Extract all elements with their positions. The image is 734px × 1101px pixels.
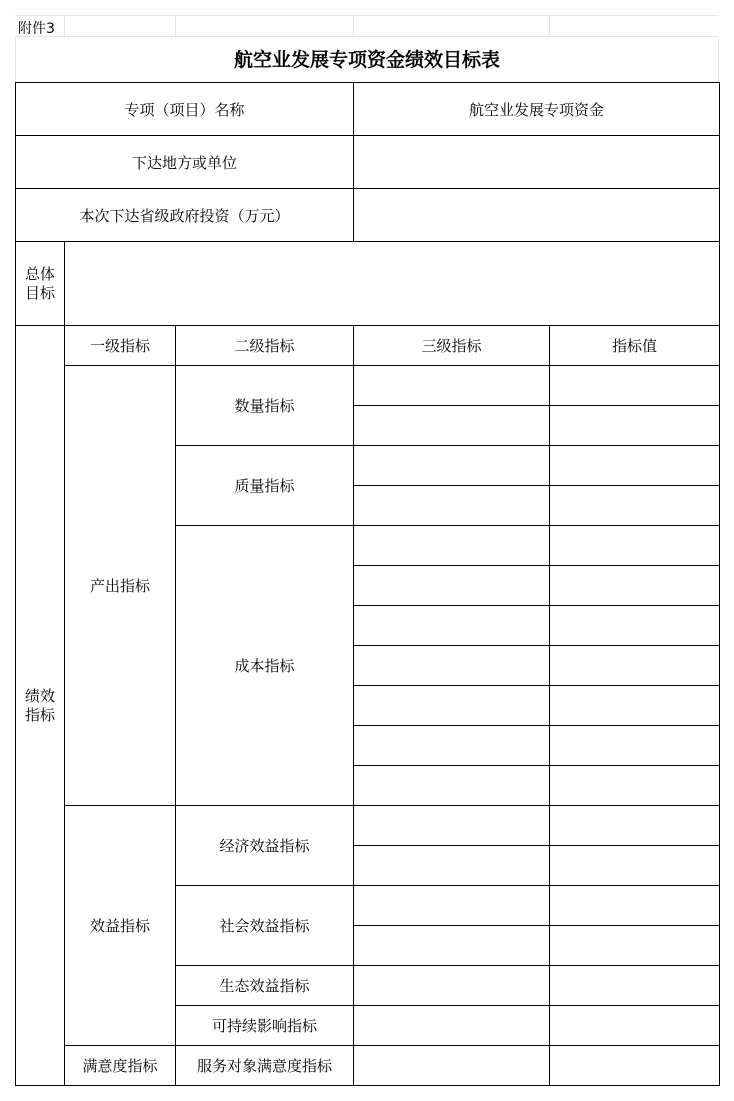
level3-indicator-cell[interactable] <box>354 926 550 966</box>
level3-indicator-cell[interactable] <box>354 606 550 646</box>
level3-indicator-cell[interactable] <box>354 566 550 606</box>
performance-goal-table <box>15 82 720 1086</box>
indicator-value-cell[interactable] <box>550 526 720 566</box>
attachment-label: 附件3 <box>18 21 55 37</box>
level1-indicator: 效益指标 <box>65 806 176 1046</box>
level3-indicator-cell[interactable] <box>354 526 550 566</box>
level3-indicator-cell[interactable] <box>354 486 550 526</box>
indicator-value-cell[interactable] <box>550 646 720 686</box>
level3-indicator-cell[interactable] <box>354 406 550 446</box>
grid-line <box>64 16 65 36</box>
level3-indicator-cell[interactable] <box>354 846 550 886</box>
overall-goal-row <box>16 242 720 326</box>
grid-line <box>549 16 550 36</box>
level3-indicator-cell[interactable] <box>354 806 550 846</box>
investment-label: 本次下达省级政府投资（万元） <box>16 189 354 242</box>
indicator-value-cell[interactable] <box>550 726 720 766</box>
header-level2: 二级指标 <box>176 326 354 366</box>
indicator-header-row <box>16 326 720 366</box>
grid-line <box>175 16 176 36</box>
header-level1: 一级指标 <box>65 326 176 366</box>
level2-indicator: 数量指标 <box>176 366 354 446</box>
level1-indicator: 产出指标 <box>65 366 176 806</box>
recipient-value[interactable] <box>354 136 720 189</box>
header-value: 指标值 <box>550 326 720 366</box>
project-name-label: 专项（项目）名称 <box>16 83 354 136</box>
performance-indicator-label: 绩效 指标 <box>16 326 65 1086</box>
indicator-value-cell[interactable] <box>550 846 720 886</box>
level3-indicator-cell[interactable] <box>354 446 550 486</box>
indicator-value-cell[interactable] <box>550 366 720 406</box>
page-title: 航空业发展专项资金绩效目标表 <box>15 38 719 82</box>
indicator-value-cell[interactable] <box>550 1046 720 1086</box>
level3-indicator-cell[interactable] <box>354 1006 550 1046</box>
level2-indicator: 社会效益指标 <box>176 886 354 966</box>
level3-indicator-cell[interactable] <box>354 366 550 406</box>
level2-indicator: 质量指标 <box>176 446 354 526</box>
indicator-value-cell[interactable] <box>550 1006 720 1046</box>
project-name-value[interactable]: 航空业发展专项资金 <box>354 83 720 136</box>
level2-indicator: 生态效益指标 <box>176 966 354 1006</box>
indicator-value-cell[interactable] <box>550 806 720 846</box>
level3-indicator-cell[interactable] <box>354 886 550 926</box>
level3-indicator-cell[interactable] <box>354 1046 550 1086</box>
indicator-value-cell[interactable] <box>550 446 720 486</box>
info-row-investment <box>16 189 720 242</box>
indicator-value-cell[interactable] <box>550 566 720 606</box>
level3-indicator-cell[interactable] <box>354 726 550 766</box>
level3-indicator-cell[interactable] <box>354 766 550 806</box>
indicator-value-cell[interactable] <box>550 686 720 726</box>
grid-line <box>353 16 354 36</box>
indicator-row <box>16 366 720 406</box>
overall-goal-label: 总体 目标 <box>16 242 65 326</box>
indicator-value-cell[interactable] <box>550 406 720 446</box>
indicator-value-cell[interactable] <box>550 606 720 646</box>
indicator-row <box>16 1046 720 1086</box>
level2-indicator: 可持续影响指标 <box>176 1006 354 1046</box>
info-row-recipient <box>16 136 720 189</box>
level3-indicator-cell[interactable] <box>354 966 550 1006</box>
level2-indicator: 经济效益指标 <box>176 806 354 886</box>
header-level3: 三级指标 <box>354 326 550 366</box>
overall-goal-value[interactable] <box>65 242 720 326</box>
indicator-value-cell[interactable] <box>550 486 720 526</box>
level3-indicator-cell[interactable] <box>354 686 550 726</box>
recipient-label: 下达地方或单位 <box>16 136 354 189</box>
indicator-row <box>16 806 720 846</box>
indicator-value-cell[interactable] <box>550 766 720 806</box>
level2-indicator: 成本指标 <box>176 526 354 806</box>
indicator-value-cell[interactable] <box>550 926 720 966</box>
indicator-value-cell[interactable] <box>550 886 720 926</box>
level1-indicator: 满意度指标 <box>65 1046 176 1086</box>
level2-indicator: 服务对象满意度指标 <box>176 1046 354 1086</box>
attachment-row <box>15 15 719 37</box>
investment-value[interactable] <box>354 189 720 242</box>
level3-indicator-cell[interactable] <box>354 646 550 686</box>
indicator-value-cell[interactable] <box>550 966 720 1006</box>
info-row-project-name <box>16 83 720 136</box>
